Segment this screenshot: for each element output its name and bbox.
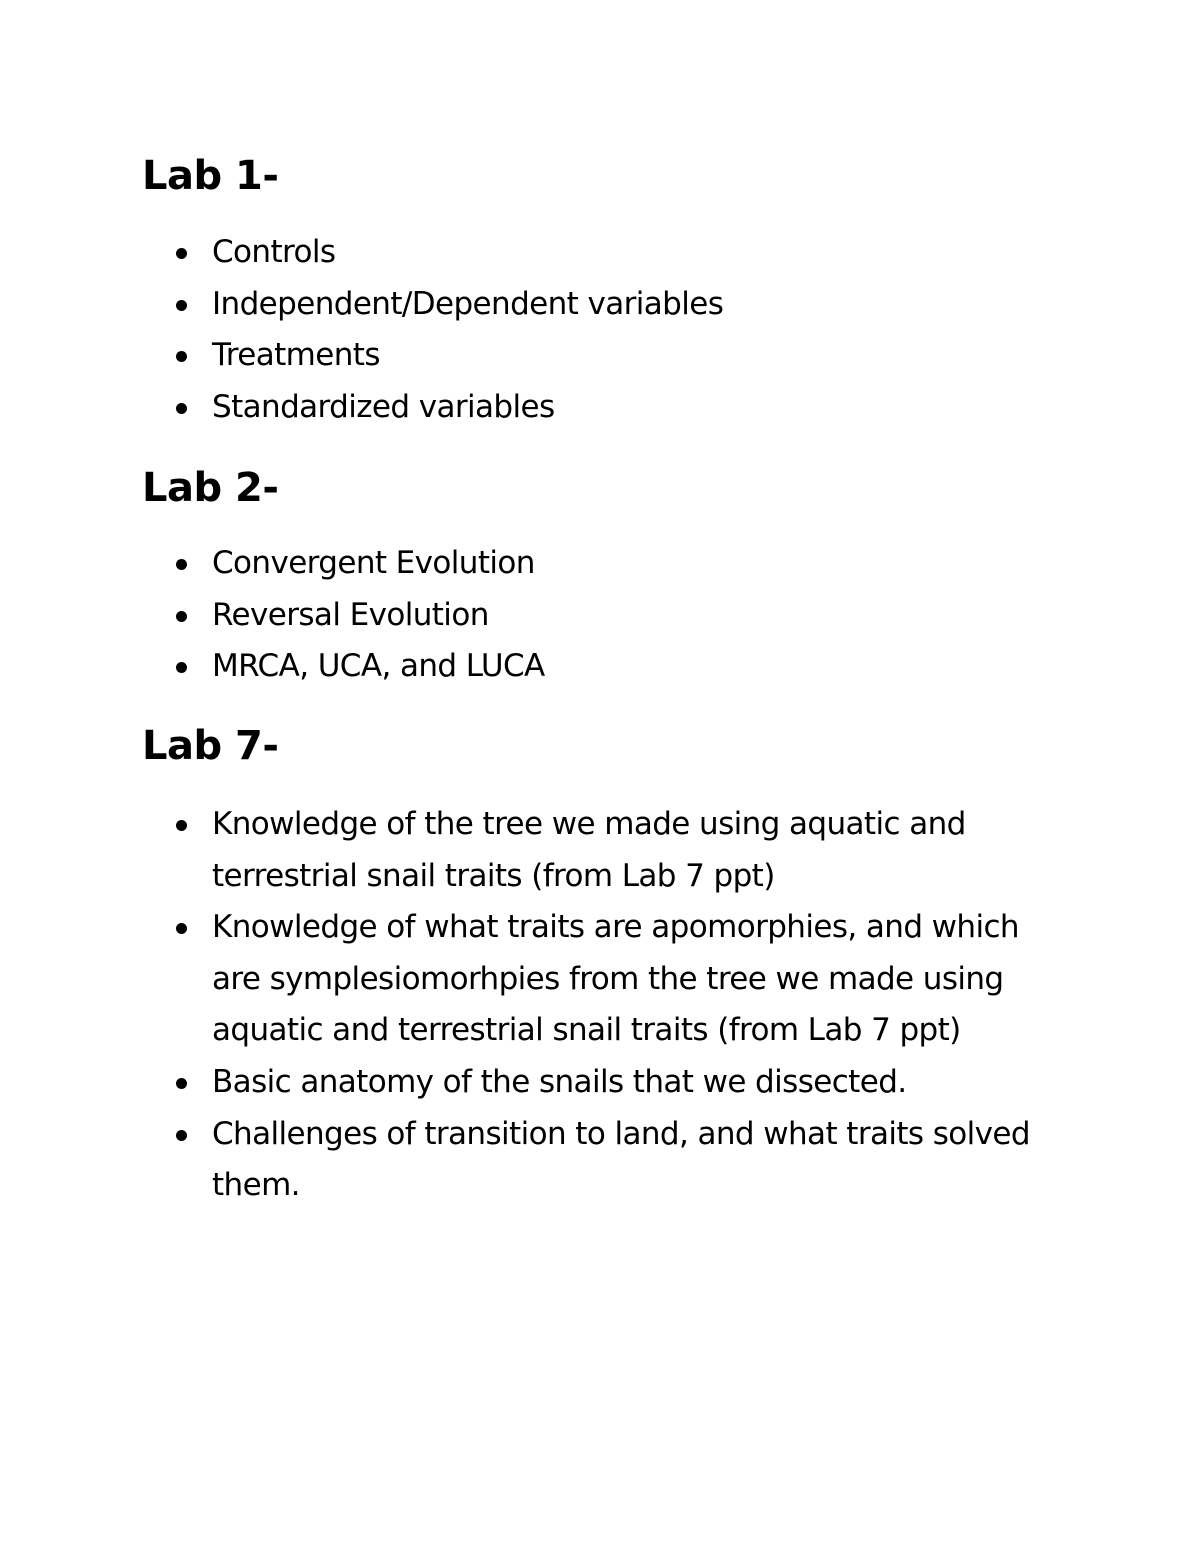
bullet-icon (176, 559, 187, 570)
list-item-text: Knowledge of what traits are apomorphies, and which are symplesiomorhpies from the tree we made using aquatic and terrestrial snail traits (from Lab 7 ppt) (212, 909, 1019, 1049)
section-heading: Lab 2- (142, 465, 279, 511)
list-item-text: Knowledge of the tree we made using aquatic and terrestrial snail traits (from Lab 7 ppt) (212, 806, 966, 894)
bullet-icon (176, 1078, 187, 1089)
section-heading: Lab 1- (142, 153, 279, 199)
list-item-text: Reversal Evolution (212, 596, 489, 633)
list-item (142, 902, 1042, 1057)
list-item-text: Basic anatomy of the snails that we dissected. (212, 1063, 907, 1100)
section-lab-2 (142, 462, 1042, 693)
list-item (142, 799, 1042, 902)
list-item-text: Convergent Evolution (212, 545, 535, 581)
list-item (142, 279, 1042, 331)
bullet-icon (176, 820, 187, 831)
bullet-icon (176, 611, 187, 622)
bullet-list (142, 538, 1042, 693)
bullet-icon (176, 248, 187, 259)
bullet-icon (176, 662, 187, 673)
list-item-text: MRCA, UCA, and LUCA (212, 648, 545, 685)
list-item (142, 538, 1042, 590)
bullet-icon (176, 923, 187, 934)
bullet-icon (176, 351, 187, 362)
list-item (142, 1109, 1042, 1212)
list-item-text: Standardized variables (212, 388, 555, 425)
bullet-icon (176, 403, 187, 414)
list-item-text: Treatments (212, 337, 380, 374)
section-lab-7 (142, 720, 1042, 1212)
section-lab-1 (142, 150, 1042, 433)
list-item (142, 227, 1042, 279)
list-item (142, 330, 1042, 382)
bullet-list (142, 227, 1042, 433)
list-item (142, 382, 1042, 434)
list-item (142, 641, 1042, 693)
section-heading: Lab 7- (142, 723, 279, 769)
list-item-text: Independent/Dependent variables (212, 285, 724, 322)
bullet-list (142, 799, 1042, 1212)
list-item-text: Controls (212, 234, 336, 270)
list-item (142, 590, 1042, 642)
bullet-icon (176, 300, 187, 311)
list-item-text: Challenges of transition to land, and what traits solved them. (212, 1115, 1030, 1204)
bullet-icon (176, 1130, 187, 1141)
list-item (142, 1057, 1042, 1109)
